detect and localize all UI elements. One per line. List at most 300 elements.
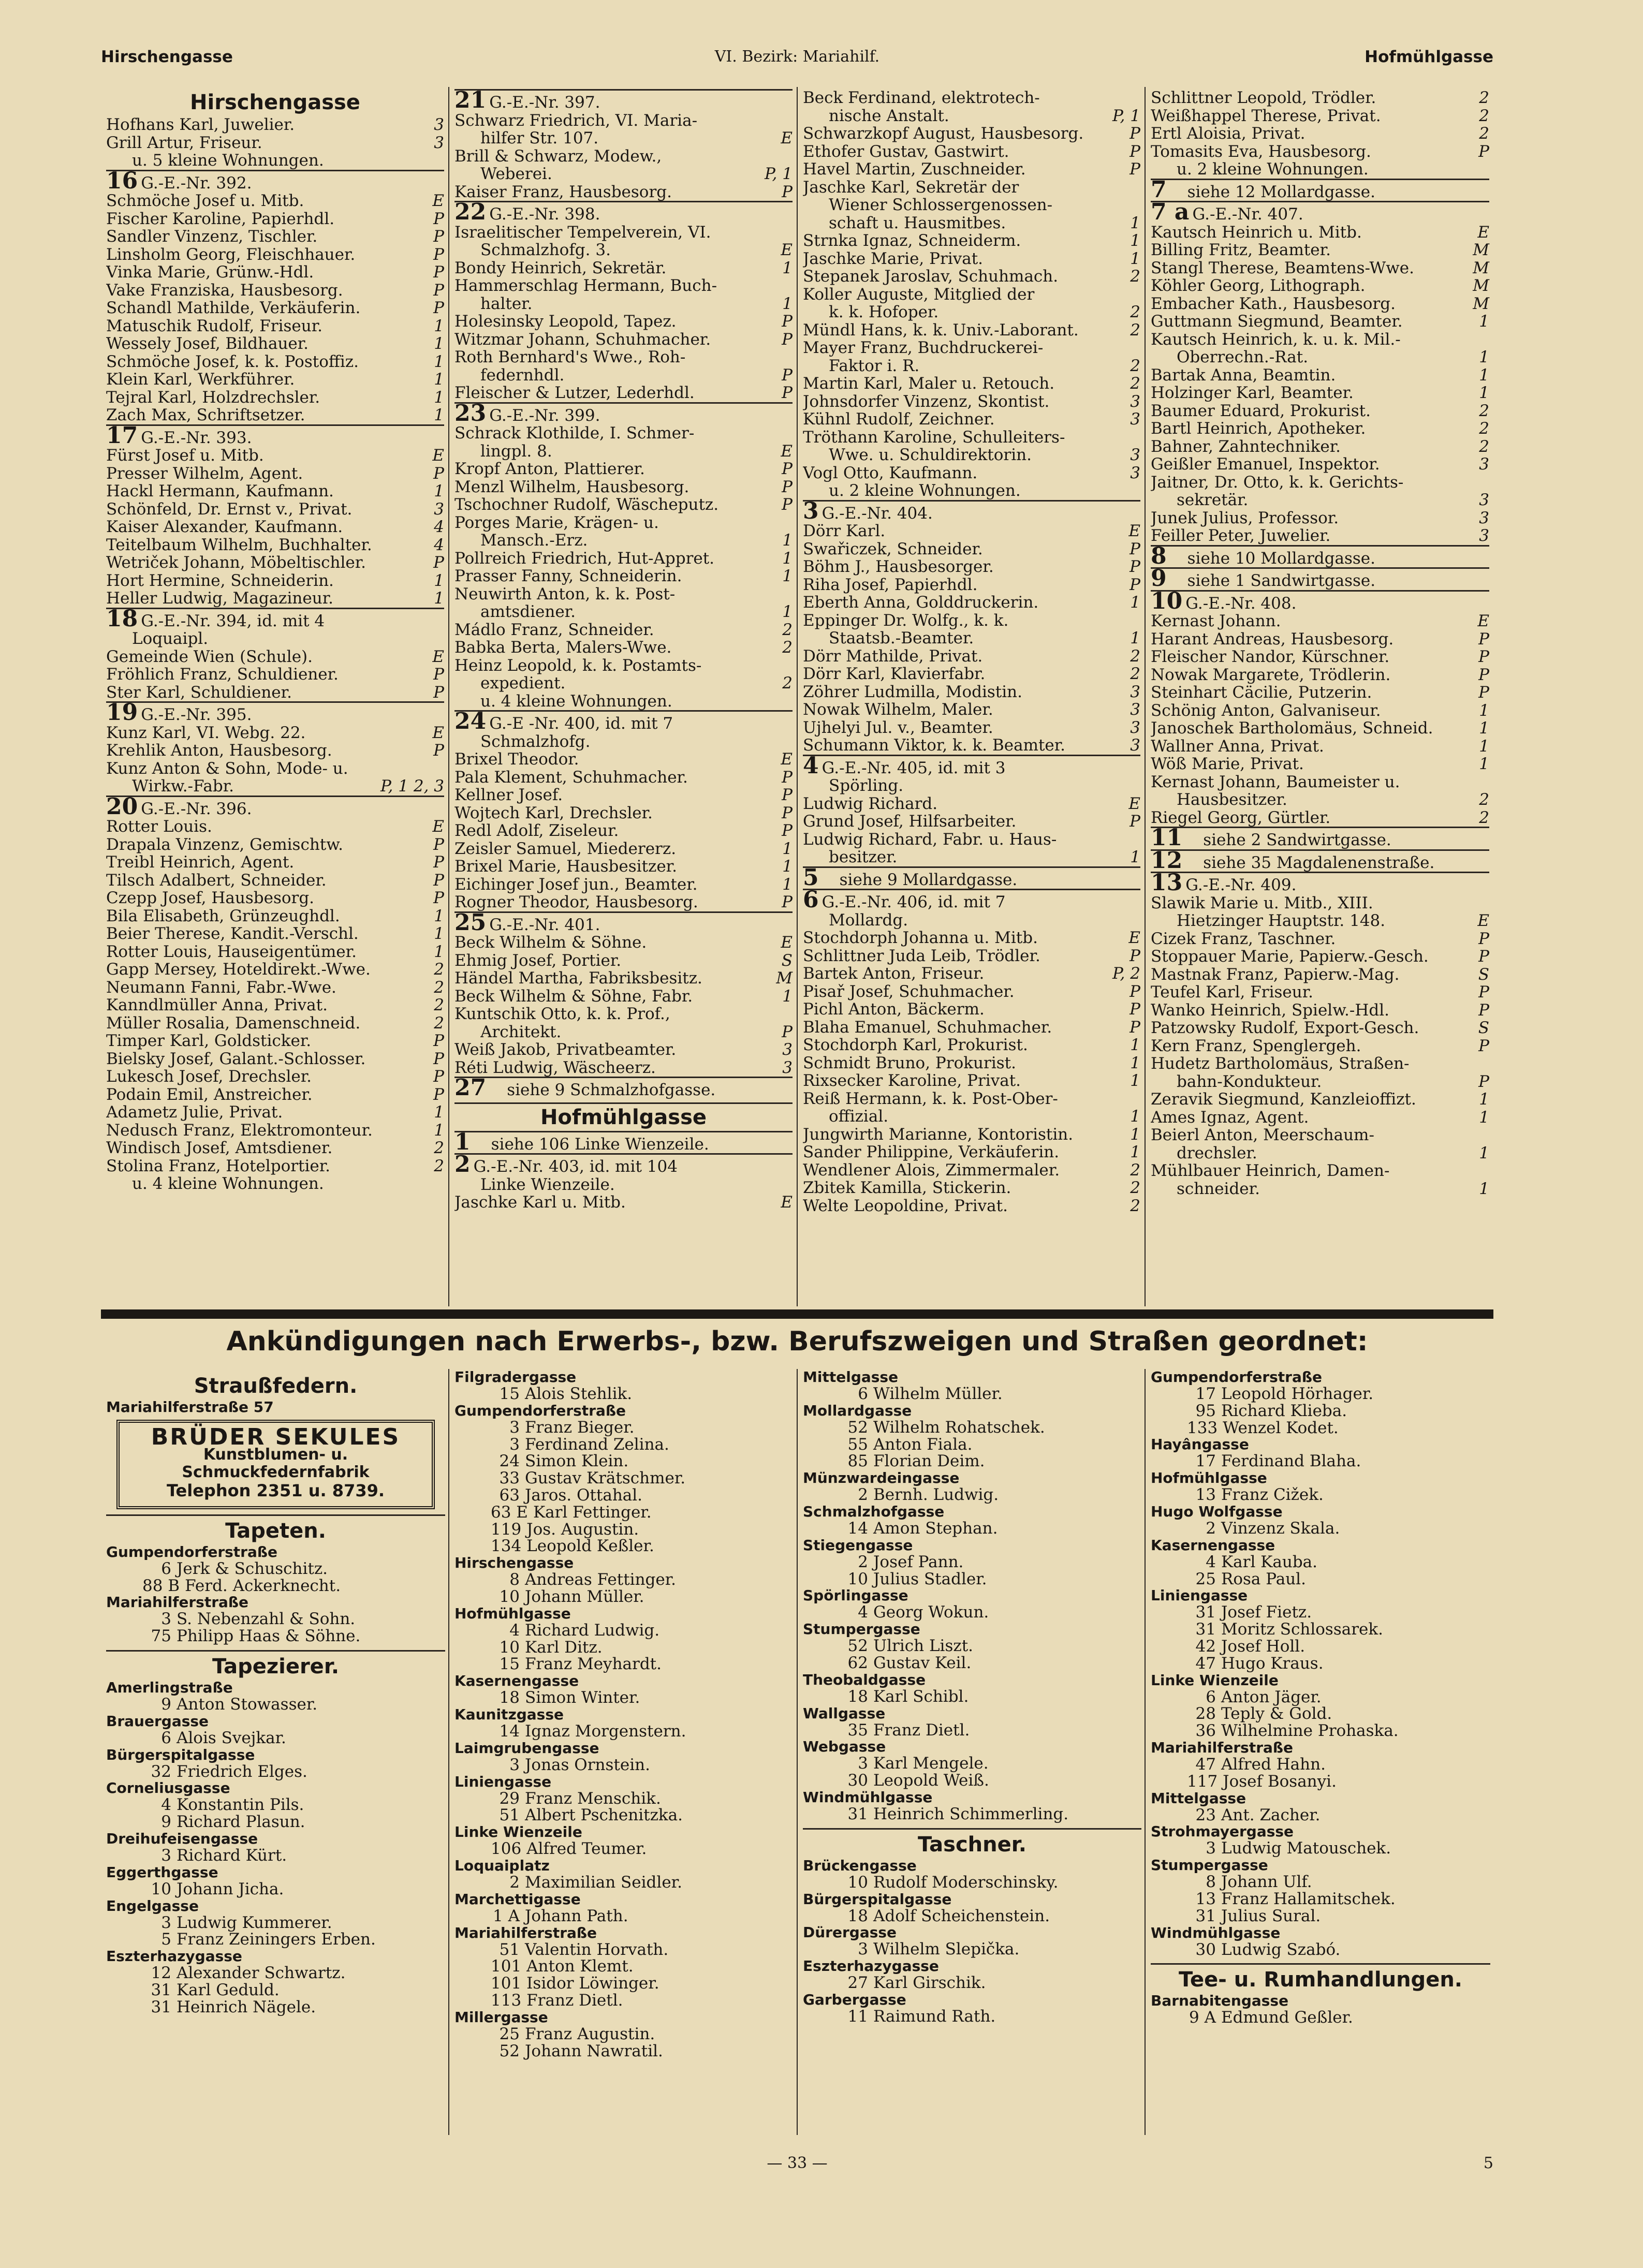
ad-street: Mittelgasse: [1151, 1789, 1246, 1807]
resident-name: Wojtech Karl, Drechsler.: [454, 804, 653, 822]
resident-name: Mayer Franz, Buchdruckerei-: [803, 339, 1044, 357]
resident-entry: [1151, 702, 1489, 720]
resident-name: Bartak Anna, Beamtin.: [1151, 366, 1336, 384]
ad-house-number: 30: [847, 1771, 868, 1790]
resident-name: Weiß Jakob, Privatbeamter.: [454, 1041, 677, 1059]
ad-house-number: 14: [499, 1721, 520, 1741]
resident-continuation: [803, 1108, 1140, 1126]
resident-entry: [106, 666, 444, 684]
floor-code: M: [1473, 276, 1489, 295]
resident-entry: [803, 965, 1140, 983]
floor-code: 1: [1130, 1143, 1140, 1161]
resident-entry: [1151, 241, 1489, 259]
floor-code: 2: [434, 978, 444, 997]
ads-column: [1146, 1369, 1493, 2135]
resident-entry: [454, 934, 793, 952]
ad-entry: [454, 1521, 794, 1538]
ad-entry: [1151, 1840, 1490, 1857]
resident-name: Pichl Anton, Bäckerm.: [803, 1000, 985, 1019]
resident-entry: [1151, 773, 1489, 791]
resident-name: nische Anstalt.: [829, 107, 949, 125]
ad-house-number: 17: [1195, 1385, 1216, 1403]
resident-entry: [1151, 983, 1489, 1002]
floor-code: P: [1129, 1018, 1140, 1037]
floor-code: E: [432, 723, 444, 742]
ad-entry: [106, 1982, 445, 1999]
resident-name: Schumann Viktor, k. k. Beamter.: [803, 737, 1066, 755]
floor-code: P: [1129, 539, 1140, 558]
floor-code: 2: [1130, 374, 1140, 393]
ad-entry: [1151, 1403, 1490, 1420]
resident-name: Wanko Heinrich, Spielw.-Hdl.: [1151, 1001, 1390, 1019]
header-right: Hofmühlgasse: [1365, 48, 1493, 66]
ad-entry: [1151, 1386, 1490, 1403]
resident-entry: [454, 657, 793, 675]
ad-entry: [1151, 1520, 1490, 1537]
ad-entry: [106, 1847, 445, 1864]
resident-entry: [106, 335, 444, 353]
ad-entry: [106, 1999, 445, 2016]
resident-name: Hort Hermine, Schneiderin.: [106, 571, 334, 590]
floor-code: 1: [434, 1121, 444, 1140]
ad-street: Linke Wienzeile: [1151, 1671, 1279, 1689]
floor-code: P: [433, 1067, 444, 1086]
house-number-heading: [803, 889, 1140, 911]
floor-code: 2: [1130, 665, 1140, 683]
resident-name: Jaschke Marie, Privat.: [803, 249, 984, 268]
house-number: 17: [106, 422, 138, 449]
floor-code: P: [433, 853, 444, 872]
resident-entry: [106, 263, 444, 282]
floor-code: 1: [782, 294, 793, 313]
ad-house-number: 52: [847, 1418, 868, 1437]
resident-name: Zach Max, Schriftsetzer.: [106, 406, 305, 424]
resident-continuation: [803, 848, 1140, 866]
house-number-heading: [1151, 587, 1489, 614]
floor-code: 1: [434, 924, 444, 943]
resident-entry: [106, 943, 444, 961]
floor-code: P: [433, 263, 444, 282]
floor-code: E: [1128, 794, 1140, 813]
ad-entry: [803, 1386, 1141, 1403]
resident-continuation: [1151, 491, 1489, 509]
floor-code: P: [433, 1085, 444, 1104]
ad-house-number: 6: [1206, 1687, 1216, 1706]
floor-code: E: [781, 441, 793, 461]
ad-entry: [803, 2008, 1141, 2025]
resident-entry: [1151, 313, 1489, 331]
floor-code: 1: [434, 482, 444, 500]
resident-name: Stochdorph Johanna u. Mitb.: [803, 929, 1038, 947]
ad-house-number: 47: [1195, 1755, 1216, 1774]
house-number-heading: [106, 424, 444, 447]
ad-house-number: 9: [161, 1813, 171, 1832]
resident-entry: [1151, 1019, 1489, 1037]
address-directory: [101, 87, 1493, 1306]
ad-house-number: 18: [499, 1688, 520, 1707]
floor-code: S: [1478, 965, 1489, 984]
house-number: 21: [454, 87, 487, 113]
ad-house-number: 10: [499, 1587, 520, 1606]
resident-entry: [106, 228, 444, 246]
resident-name: Teitelbaum Wilhelm, Buchhalter.: [106, 536, 372, 554]
floor-code: E: [1477, 911, 1489, 930]
ad-name: Franz Meyhardt.: [525, 1655, 662, 1674]
floor-code: 1: [782, 839, 793, 858]
ad-entry: [454, 1419, 794, 1436]
resident-name: Fürst Josef u. Mitb.: [106, 447, 264, 465]
resident-entry: [106, 872, 444, 890]
floor-code: 4: [434, 535, 444, 554]
ad-house-number: 6: [161, 1728, 171, 1747]
ad-entry: [1151, 1891, 1490, 1908]
ad-house-number: 35: [847, 1720, 868, 1740]
ad-entry: [454, 1470, 794, 1487]
floor-code: 1: [434, 906, 444, 925]
ad-name: Ferdinand Blaha.: [1221, 1452, 1361, 1471]
resident-name: Janoschek Bartholomäus, Schneid.: [1151, 719, 1433, 738]
cross-reference: [1151, 542, 1489, 569]
ad-house-number: 5: [161, 1930, 171, 1949]
ad-house-number: 55: [847, 1435, 868, 1454]
resident-name: Beck Wilhelm & Söhne, Fabr.: [454, 987, 693, 1005]
resident-name: Czepp Josef, Hausbesorg.: [106, 889, 315, 907]
resident-entry: [1151, 143, 1489, 161]
floor-code: 4: [434, 518, 444, 536]
house-number-heading: [454, 402, 793, 425]
ad-house-number: 11: [847, 2007, 868, 2026]
resident-name: Tschochner Rudolf, Wäscheputz.: [454, 496, 719, 514]
ad-house-number: 3: [509, 1418, 520, 1437]
ad-name: Ignaz Morgenstern.: [525, 1721, 686, 1741]
resident-name: Roth Bernhard's Wwe., Roh-: [454, 348, 686, 366]
resident-name: Harant Andreas, Hausbesorg.: [1151, 630, 1394, 648]
resident-name: Beck Ferdinand, elektrotech-: [803, 89, 1040, 107]
resident-entry: [1151, 755, 1489, 773]
floor-code: 2: [1130, 1179, 1140, 1197]
resident-entry: [454, 460, 793, 478]
resident-entry: [454, 478, 793, 496]
ad-street: Windmühlgasse: [1151, 1924, 1281, 1941]
floor-code: P: [1478, 629, 1489, 649]
resident-continuation: [1151, 348, 1489, 366]
resident-entry: [106, 925, 444, 943]
resident-entry: [803, 647, 1140, 666]
ad-name: Ludwig Matouschek.: [1221, 1839, 1391, 1858]
floor-code: P: [1478, 683, 1489, 702]
floor-code: P: [433, 227, 444, 246]
floor-code: 1: [1479, 365, 1489, 385]
ad-entry: [106, 1611, 445, 1628]
resident-entry: [1151, 966, 1489, 984]
floor-code: 1: [1479, 701, 1489, 720]
ad-entry: [454, 1656, 794, 1673]
ad-house-number: 3: [858, 1940, 868, 1959]
floor-code: P: [1129, 575, 1140, 594]
resident-entry: [803, 1179, 1140, 1197]
house-number: 6: [803, 887, 819, 913]
resident-entry: [106, 1050, 444, 1068]
resident-name: u. 4 kleine Wohnungen.: [132, 1175, 324, 1193]
floor-code: 3: [1130, 736, 1140, 755]
ad-name: Florian Deim.: [873, 1452, 985, 1471]
floor-code: 3: [1130, 463, 1140, 482]
resident-entry: [454, 1194, 793, 1212]
sheet-number: 5: [1483, 2154, 1493, 2172]
resident-name: Porges Marie, Krägen- u.: [454, 513, 659, 532]
header-center: VI. Bezirk: Mariahilf.: [714, 48, 880, 66]
resident-entry: [1151, 366, 1489, 385]
floor-code: 2: [782, 638, 793, 657]
resident-name: Kernast Johann.: [1151, 612, 1281, 630]
resident-name: Schwarz Friedrich, VI. Maria-: [454, 111, 698, 129]
floor-code: P: [1129, 946, 1140, 965]
ad-house-number: 32: [151, 1762, 171, 1781]
reference-text: siehe 106 Linke Wienzeile.: [491, 1135, 709, 1154]
floor-code: 1: [782, 531, 793, 550]
resident-name: Eichinger Josef jun., Beamter.: [454, 875, 698, 893]
resident-entry: [803, 429, 1140, 447]
ad-entry: [454, 1807, 794, 1824]
resident-entry: [1151, 612, 1489, 630]
resident-continuation: [803, 629, 1140, 647]
floor-code: P: [1129, 812, 1140, 831]
ad-house-number: 113: [491, 1991, 522, 2010]
ad-entry: [803, 1419, 1141, 1436]
ad-entry: [454, 1941, 794, 1958]
house-number: 20: [106, 793, 138, 820]
resident-name: Linke Wienzeile.: [480, 1175, 615, 1194]
resident-name: Ludwig Richard, Fabr. u. Haus-: [803, 830, 1057, 848]
resident-entry: [1151, 224, 1489, 242]
resident-entry: [803, 339, 1140, 357]
resident-continuation: [1151, 160, 1489, 179]
resident-entry: [1151, 295, 1489, 313]
floor-code: 1: [1130, 231, 1140, 250]
ad-name: Ludwig Szabó.: [1221, 1940, 1341, 1959]
floor-code: 1: [1130, 1071, 1140, 1090]
ad-name: Wilhelm Slepička.: [873, 1940, 1020, 1959]
ad-name: Franz Cižek.: [1221, 1485, 1324, 1505]
resident-entry: [106, 406, 444, 424]
resident-entry: [803, 410, 1140, 429]
resident-name: offizial.: [829, 1108, 889, 1126]
ad-entry: [454, 1689, 794, 1706]
ad-name: Konstantin Pils.: [177, 1795, 304, 1815]
resident-name: Rogner Theodor, Hausbesorg.: [454, 893, 698, 911]
ad-name: Philipp Haas & Söhne.: [177, 1627, 361, 1646]
ad-entry: [106, 1578, 445, 1595]
resident-entry: [803, 250, 1140, 268]
resident-name: Zbitek Kamilla, Stickerin.: [803, 1179, 1011, 1197]
resident-name: Kautsch Heinrich u. Mitb.: [1151, 223, 1362, 241]
resident-entry: [803, 576, 1140, 594]
ad-house-number: 4: [509, 1621, 520, 1640]
floor-code: P: [1478, 647, 1489, 666]
resident-name: Zöhrer Ludmilla, Modistin.: [803, 683, 1022, 701]
ad-name: Karl Kauba.: [1221, 1552, 1318, 1571]
page-footer: [101, 2154, 1493, 2175]
ad-house-number: 133: [1187, 1418, 1218, 1437]
ad-street: Münzwardeingasse: [803, 1469, 960, 1487]
resident-entry: [106, 465, 444, 483]
ad-entry: [1151, 1705, 1490, 1722]
resident-entry: [106, 1086, 444, 1104]
floor-code: E: [432, 817, 444, 836]
house-register: G.-E.-Nr. 398.: [489, 205, 600, 224]
resident-continuation: [106, 777, 444, 796]
floor-code: 1: [434, 370, 444, 389]
resident-entry: [106, 116, 444, 134]
resident-name: schaft u. Hausmitbes.: [829, 214, 1006, 232]
resident-continuation: [1151, 791, 1489, 809]
resident-entry: [803, 558, 1140, 576]
ad-name: Karl Schibl.: [873, 1687, 969, 1706]
floor-code: P: [782, 182, 793, 201]
ad-house-number: 33: [499, 1469, 520, 1488]
ad-entry: [1151, 1756, 1490, 1773]
ad-name: Johann Müller.: [525, 1587, 644, 1606]
resident-name: Stoppauer Marie, Papierw.-Gesch.: [1151, 948, 1429, 966]
house-number: 4: [803, 752, 819, 779]
floor-code: 2: [1479, 89, 1489, 107]
resident-name: Windisch Josef, Amtsdiener.: [106, 1139, 333, 1157]
ad-name: Isidor Löwinger.: [526, 1974, 659, 1993]
resident-continuation: [1151, 912, 1489, 930]
ad-house-number: 13: [1195, 1889, 1216, 1908]
resident-entry: [1151, 630, 1489, 649]
ad-house-number: 3: [509, 1435, 520, 1454]
ad-name: Bernh. Ludwig.: [873, 1485, 999, 1505]
house-number: 13: [1151, 870, 1183, 896]
resident-name: Schmalzhofg.: [480, 732, 591, 750]
resident-name: Ster Karl, Schuldiener.: [106, 683, 292, 701]
resident-entry: [106, 210, 444, 228]
ad-street: Mariahilferstraße: [454, 1924, 597, 1941]
ad-entry: [1151, 1453, 1490, 1470]
floor-code: 2: [1130, 1196, 1140, 1215]
ad-name: Johann Nawratil.: [525, 2041, 663, 2060]
resident-continuation: [454, 241, 793, 259]
street-title: Hofmühlgasse: [454, 1102, 793, 1131]
resident-entry: [803, 612, 1140, 630]
floor-code: E: [1128, 522, 1140, 540]
ad-entry: [1151, 1638, 1490, 1655]
ad-name: Heinrich Schimmerling.: [873, 1804, 1069, 1823]
resident-entry: [1151, 455, 1489, 474]
reference-text: siehe 35 Magdalenenstraße.: [1203, 853, 1435, 872]
resident-name: Mühlbauer Heinrich, Damen-: [1151, 1162, 1390, 1180]
floor-code: 1: [1479, 1179, 1489, 1198]
resident-entry: [1151, 1109, 1489, 1127]
resident-entry: [803, 1126, 1140, 1144]
ad-house-number: 18: [847, 1906, 868, 1925]
resident-name: Bartek Anton, Friseur.: [803, 965, 985, 983]
page-header: [101, 48, 1493, 68]
floor-code: P: [433, 245, 444, 264]
resident-name: Pollreich Friedrich, Hut-Appret.: [454, 549, 715, 567]
floor-code: M: [776, 969, 793, 988]
resident-continuation: [454, 674, 793, 693]
resident-name: Nowak Margarete, Trödlerin.: [1151, 666, 1391, 684]
ad-entry: [106, 1881, 445, 1898]
house-number-heading: [106, 793, 444, 820]
ad-entry: [1151, 1773, 1490, 1790]
ad-name: Anton Jäger.: [1221, 1687, 1322, 1706]
ad-house-number: 88 B: [142, 1576, 180, 1595]
house-number-heading: [454, 201, 793, 224]
ad-street: Dürergasse: [803, 1924, 897, 1941]
ad-entry: [803, 1655, 1141, 1672]
resident-entry: [454, 988, 793, 1006]
ad-house-number: 31: [847, 1804, 868, 1823]
resident-entry: [106, 447, 444, 465]
ad-name: Johann Path.: [525, 1906, 628, 1925]
resident-name: Ujhelyi Jul. v., Beamter.: [803, 718, 993, 737]
floor-code: 2: [1479, 401, 1489, 420]
ad-street: Liniengasse: [454, 1773, 552, 1790]
resident-entry: [106, 1068, 444, 1086]
resident-entry: [803, 1161, 1140, 1180]
house-register: G.-E.-Nr. 395.: [141, 705, 252, 724]
floor-code: 2: [1130, 267, 1140, 286]
resident-name: Oberrechn.-Rat.: [1177, 348, 1309, 366]
house-number: 22: [454, 199, 487, 225]
floor-code: 1: [1130, 848, 1140, 866]
resident-name: expedient.: [480, 674, 566, 693]
ad-name: Rosa Paul.: [1221, 1569, 1306, 1588]
ad-name: Johann Jicha.: [177, 1879, 284, 1898]
resident-entry: [106, 818, 444, 836]
resident-name: Kuntschik Otto, k. k. Prof.,: [454, 1005, 670, 1023]
floor-code: 3: [434, 133, 444, 152]
ad-entry: [803, 1722, 1141, 1739]
ad-street: Loquaiplatz: [454, 1857, 550, 1874]
ad-street: Windmühlgasse: [803, 1788, 933, 1806]
ad-street: Hugo Wolfgasse: [1151, 1503, 1283, 1520]
resident-entry: [1151, 1091, 1489, 1109]
resident-name: Jaitner, Dr. Otto, k. k. Gerichts-: [1151, 473, 1404, 491]
directory-column: [798, 87, 1146, 1306]
resident-name: Schmidt Bruno, Prokurist.: [803, 1054, 1016, 1072]
house-number: 3: [803, 497, 819, 524]
resident-name: Eberth Anna, Golddruckerin.: [803, 594, 1039, 612]
resident-entry: [454, 621, 793, 639]
ad-entry: [1151, 1908, 1490, 1925]
resident-name: Grill Artur, Friseur.: [106, 134, 262, 152]
category-title: Tee- u. Rumhandlungen.: [1151, 1963, 1490, 1993]
resident-entry: [106, 572, 444, 590]
street-title: Hirschengasse: [190, 91, 360, 114]
floor-code: P, 1: [1112, 106, 1140, 125]
category-title: Tapeten.: [106, 1514, 445, 1544]
ad-name: Franz Dietl.: [873, 1720, 970, 1740]
ad-entry: [803, 1908, 1141, 1925]
ad-house-number: 47: [1195, 1654, 1216, 1673]
house-register: G.-E.-Nr. 407.: [1192, 205, 1303, 224]
ad-entry: [1151, 1420, 1490, 1437]
ad-name: Josef Holl.: [1221, 1637, 1305, 1656]
floor-code: 2: [782, 620, 793, 639]
house-number-heading: [803, 752, 1140, 779]
resident-entry: [1151, 930, 1489, 948]
ad-house-number: 24: [499, 1452, 520, 1471]
floor-code: P, 1: [764, 165, 793, 183]
ad-name: Jos. Augustin.: [526, 1520, 639, 1539]
resident-entry: [803, 232, 1140, 250]
house-number-heading: [106, 167, 444, 194]
ad-entry: [106, 1730, 445, 1747]
